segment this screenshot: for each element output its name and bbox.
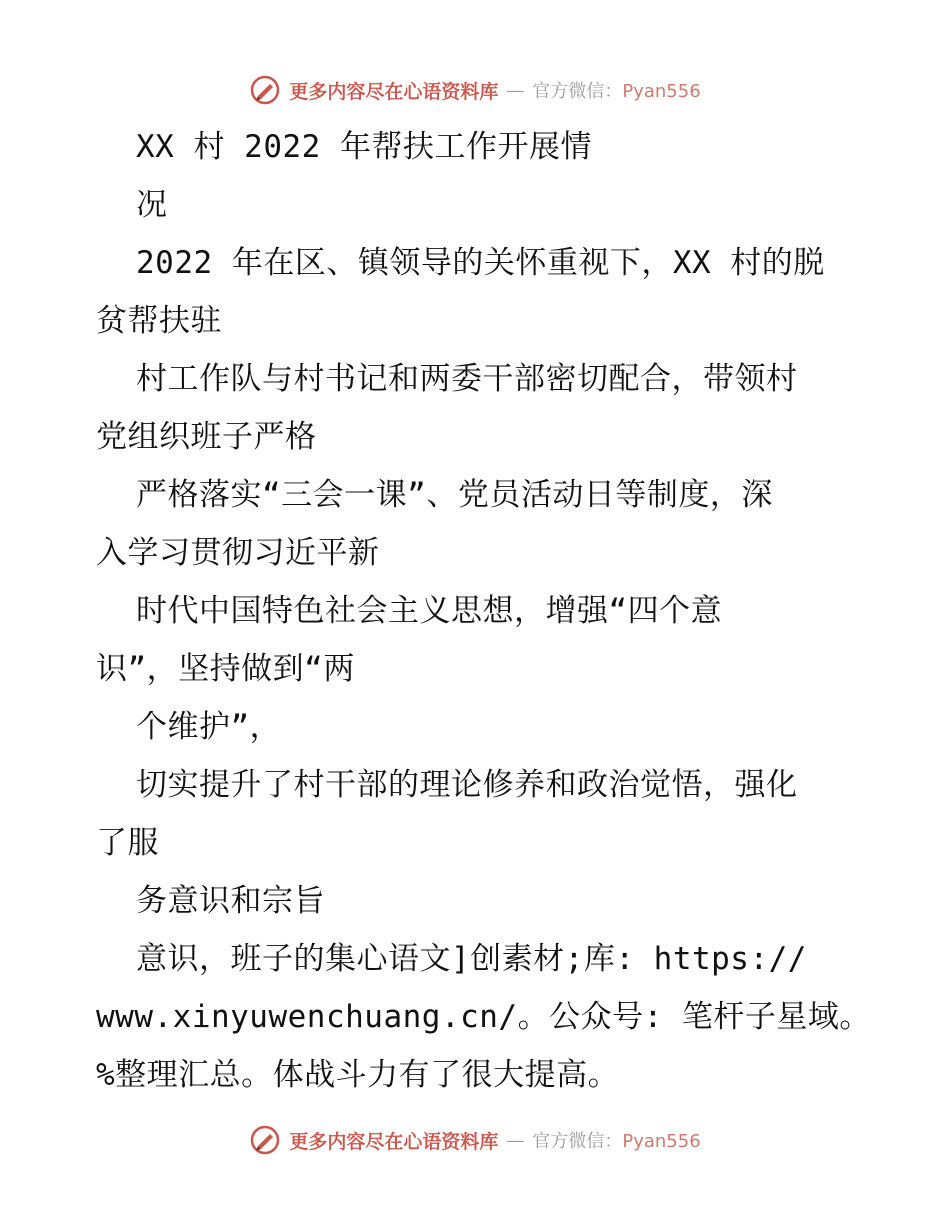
banner-contact-id: Pyan556 [622,81,701,102]
text-line: 识”，坚持做到“两 [96,651,355,687]
document-body [96,118,871,1104]
text-line: 切实提升了村干部的理论修养和政治觉悟，强化 [136,767,798,803]
text-line: 况 [136,187,168,223]
text-line: 入学习贯彻习近平新 [96,535,380,571]
text-line: 务意识和宗旨 [136,883,325,919]
text-line: %整理汇总。体战斗力有了很大提高。 [96,1057,620,1093]
banner-dash: — [506,1129,525,1151]
text-line: 时代中国特色社会主义思想，增强“四个意 [136,593,723,629]
footer-banner [0,1120,950,1160]
banner-slogan: 更多内容尽在心语资料库 [289,1130,499,1153]
banner-contact [532,77,700,103]
text-line: XX 村 2022 年帮扶工作开展情 [136,129,592,165]
banner-dash: — [506,79,525,101]
header-banner [0,70,950,110]
banner-slogan: 更多内容尽在心语资料库 [289,80,499,103]
text-line: 贫帮扶驻 [96,303,222,339]
text-line: 了服 [96,825,159,861]
text-line: 2022 年在区、镇领导的关怀重视下，XX 村的脱 [136,245,825,281]
text-line: 意识，班子的集心语文]创素材;库: https:// [136,941,807,977]
text-line: www.xinyuwenchuang.cn/。公众号: 笔杆子星域。 [96,999,871,1035]
banner-contact-id: Pyan556 [622,1131,701,1152]
pen-circle-logo-icon [249,1124,281,1156]
text-line: 个维护”， [136,709,282,745]
pen-circle-logo-icon [249,74,281,106]
banner-contact-label: 官方微信： [532,1131,623,1152]
text-line: 村工作队与村书记和两委干部密切配合，带领村 [136,361,798,397]
text-line: 党组织班子严格 [96,419,317,455]
text-line: 严格落实“三会一课”、党员活动日等制度，深 [136,477,773,513]
banner-contact [532,1127,700,1153]
banner-contact-label: 官方微信： [532,81,623,102]
